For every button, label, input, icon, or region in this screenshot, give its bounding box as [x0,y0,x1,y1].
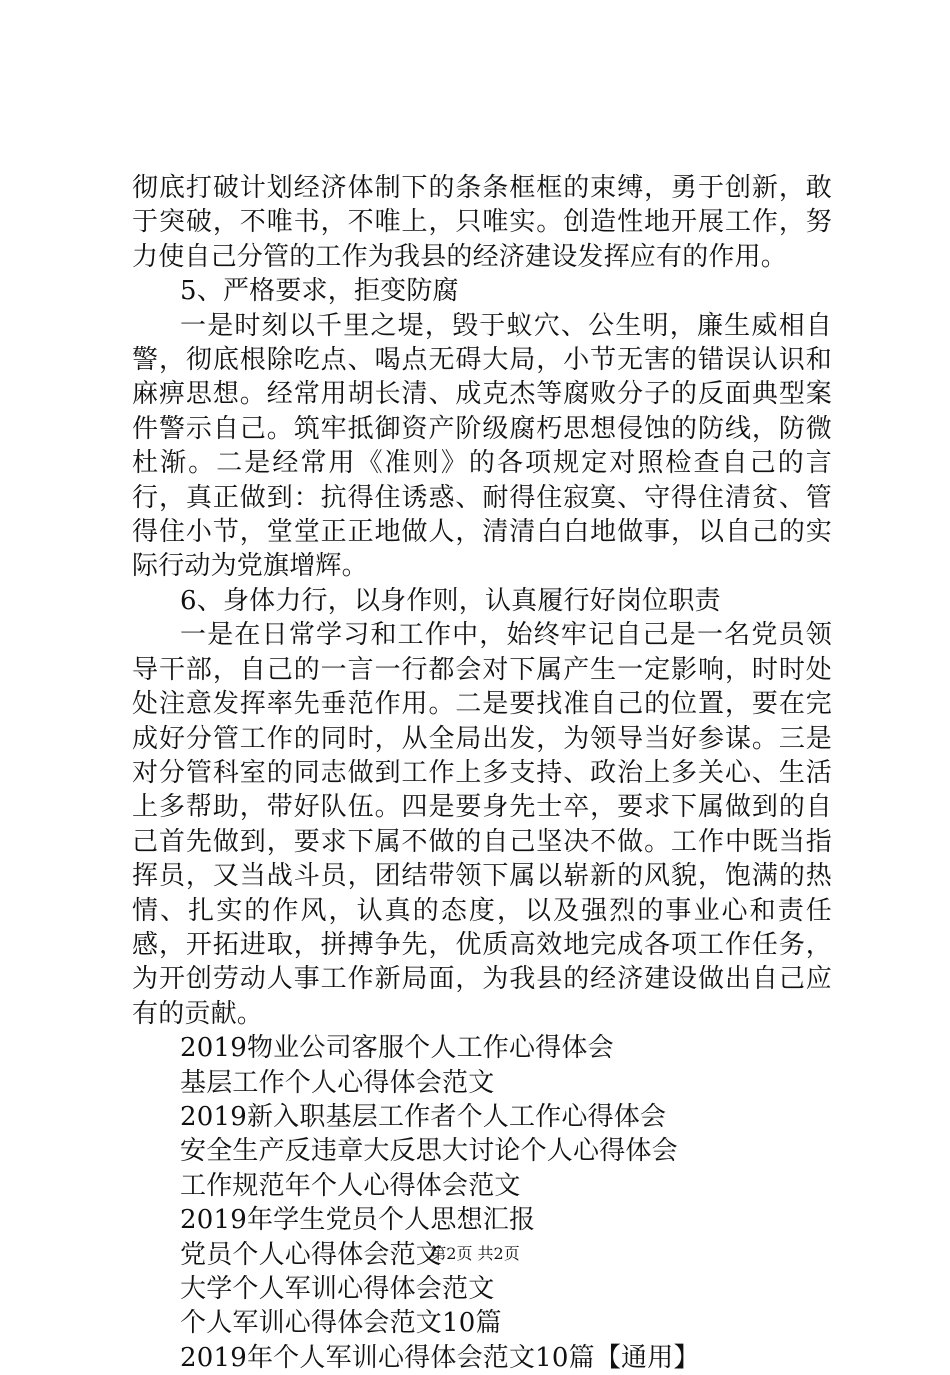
related-link-3[interactable]: 2019新入职基层工作者个人工作心得体会 [180,1101,667,1132]
section-5-paragraph: 一是时刻以千里之堤，毁于蚁穴、公生明，廉生威相自警，彻底根除吃点、喝点无碍大局，小节无害的错误认识和麻痹思想。经常用胡长清、成克杰等腐败分子的反面典型案件警示自己。筑牢抵御资产阶级腐朽思想侵蚀的防线，防微杜渐。二是经常用《准则》的各项规定对照检查自己的言行，真正做到：抗得住诱惑、耐得住寂寞、守得住清贫、管得住小节，堂堂正正地做人，清清白白地做事，以自己的实际行动为党旗增辉。 [132,310,832,582]
related-link-5[interactable]: 工作规范年个人心得体会范文 [180,1170,521,1201]
document-body [132,171,832,1375]
page-indicator: 第2页 共2页 [430,1244,520,1263]
related-link-10[interactable]: 2019年个人军训心得体会范文10篇【通用】 [180,1342,700,1373]
continuation-paragraph: 彻底打破计划经济体制下的条条框框的束缚，勇于创新，敢于突破，不唯书，不唯上，只唯实。创造性地开展工作，努力使自己分管的工作为我县的经济建设发挥应有的作用。 [132,173,832,272]
related-link-2[interactable]: 基层工作个人心得体会范文 [180,1067,495,1098]
related-link-8[interactable]: 大学个人军训心得体会范文 [180,1274,495,1304]
related-link-6[interactable]: 2019年学生党员个人思想汇报 [180,1205,536,1236]
section-6-heading: 6、身体力行，以身作则，认真履行好岗位职责 [180,585,721,616]
related-link-9[interactable]: 个人军训心得体会范文10篇 [180,1308,502,1339]
related-link-1[interactable]: 2019物业公司客服个人工作心得体会 [180,1033,614,1064]
related-link-4[interactable]: 安全生产反违章大反思大讨论个人心得体会 [180,1136,678,1167]
related-links-list [132,1031,832,1375]
page-footer [0,1244,950,1264]
section-5-heading: 5、严格要求，拒变防腐 [180,276,459,307]
section-6-paragraph: 一是在日常学习和工作中，始终牢记自己是一名党员领导干部，自己的一言一行都会对下属产生一定影响，时时处处注意发挥率先垂范作用。二是要找准自己的位置，要在完成好分管工作的同时，从全局出发，为领导当好参谋。三是对分管科室的同志做到工作上多支持、政治上多关心、生活上多帮助，带好队伍。四是要身先士卒，要求下属做到的自己首先做到，要求下属不做的自己坚决不做。工作中既当指挥员，又当战斗员，团结带领下属以崭新的风貌，饱满的热情、扎实的作风，认真的态度，以及强烈的事业心和责任感，开拓进取，拼搏争先，优质高效地完成各项工作任务，为开创劳动人事工作新局面，为我县的经济建设做出自己应有的贡献。 [132,620,832,1029]
related-link-7[interactable]: 党员个人心得体会范文 [180,1239,443,1270]
